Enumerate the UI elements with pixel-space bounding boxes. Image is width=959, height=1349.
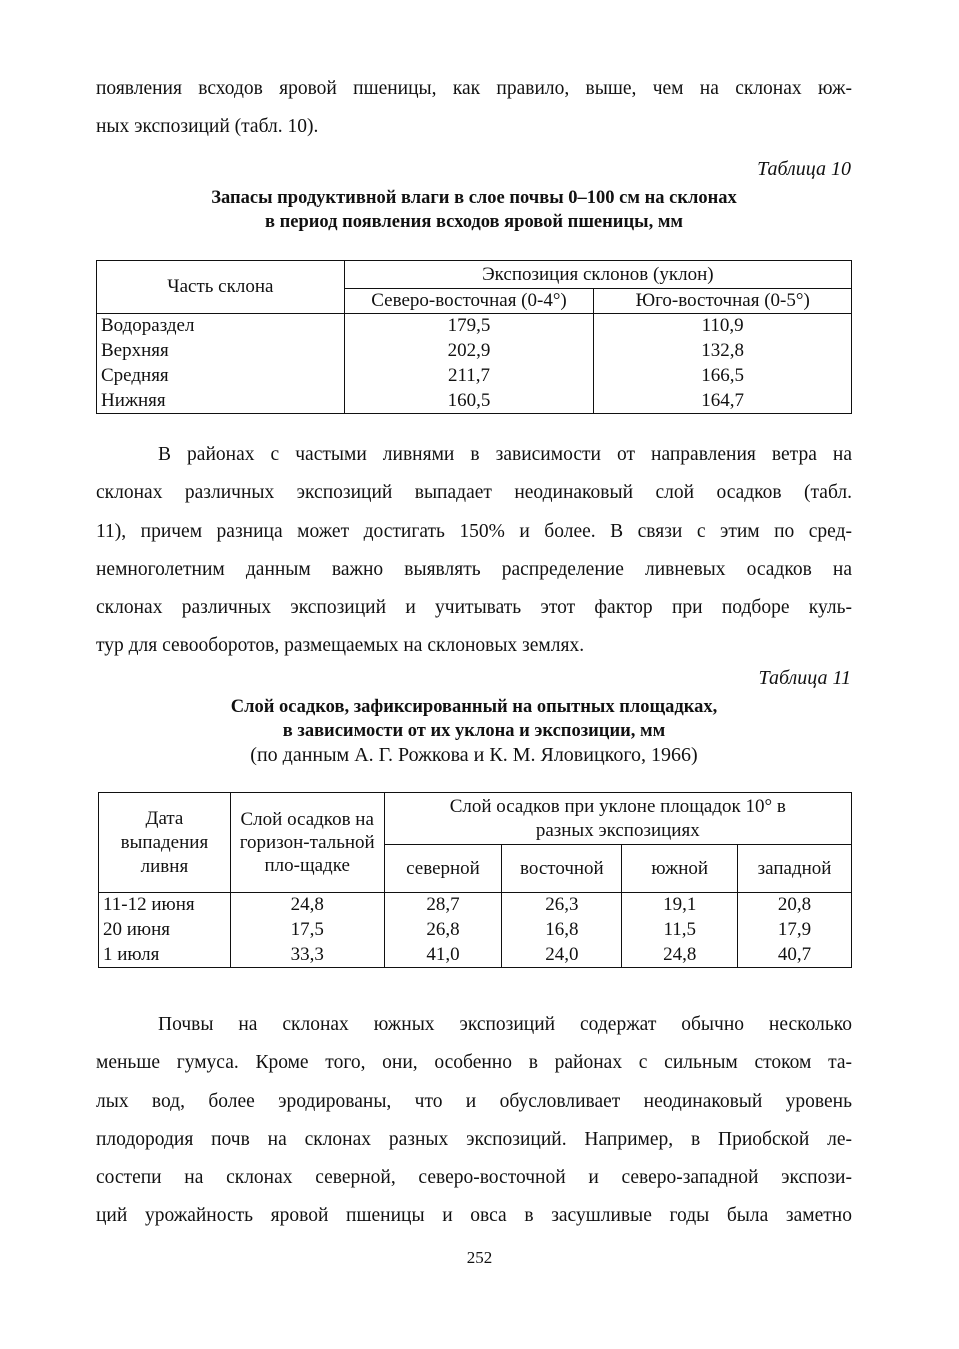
cell-date: 1 июля [99,943,231,968]
text-line: Почвы на склонах южных экспозиций содержат обычно несколько [158,1014,852,1035]
cell-west: 40,7 [738,943,852,968]
table-row [97,389,852,414]
cell-date: 11-12 июня [99,893,231,918]
table11 [98,792,852,968]
text-line: плодородия почв на склонах разных экспозиций. Например, в Приобской ле- [96,1128,852,1150]
text-line: меньше гумуса. Кроме того, они, особенно в районах с сильным стоком та- [96,1052,852,1074]
table11-header-north: северной [384,845,502,893]
table11-header-slope: Слой осадков при уклоне площадок 10° в разных экспозициях [384,793,851,845]
table10-header-part: Часть склона [97,261,345,314]
cell-date: 20 июня [99,918,231,943]
cell-north: 26,8 [384,918,502,943]
cell-east: 24,0 [502,943,622,968]
cell-part: Водораздел [97,314,345,339]
table11-title-line: Слой осадков, зафиксированный на опытных площадках, [230,697,718,717]
intro-paragraph [96,70,852,147]
table11-header-date: Дата выпадения ливня [99,793,231,893]
table11-header-east: восточной [502,845,622,893]
cell-west: 17,9 [738,918,852,943]
cell-part: Нижняя [97,389,345,414]
cell-east: 26,3 [502,893,622,918]
table-row [99,893,852,918]
table10-header-exposure: Экспозиция склонов (уклон) [344,261,851,289]
cell-part: Средняя [97,364,345,389]
final-paragraph [96,1006,852,1236]
cell-ne: 179,5 [344,314,594,339]
table10 [96,260,852,414]
cell-ne: 160,5 [344,389,594,414]
text-line: ных экспозиций (табл. 10). [96,116,319,138]
table10-header-ne: Северо-восточная (0-4°) [344,289,594,314]
text-line: немноголетним данным важно выявлять распределение ливневых осадков на [96,558,852,580]
cell-south: 19,1 [622,893,738,918]
table-row [97,314,852,339]
cell-part: Верхняя [97,339,345,364]
table11-header-south: южной [622,845,738,893]
table11-source: (по данным А. Г. Рожкова и К. М. Яловицкого, 1966) [250,744,698,766]
text-line: тур для севооборотов, размещаемых на склоновых землях. [96,635,585,657]
cell-se: 166,5 [594,364,852,389]
table-row [99,943,852,968]
cell-ne: 202,9 [344,339,594,364]
cell-horizontal: 24,8 [230,893,384,918]
cell-horizontal: 33,3 [230,943,384,968]
text-line: склонах различных экспозиций и учитывать этот фактор при подборе куль- [96,597,852,619]
cell-se: 132,8 [594,339,852,364]
text-line: 11), причем разница может достигать 150% и более. В связи с этим по сред- [96,520,852,542]
table11-title [96,695,852,767]
table10-title-line: Запасы продуктивной влаги в слое почвы 0–100 см на склонах [211,188,737,208]
table11-header-horizontal: Слой осадков на горизон-тальной пло-щадке [230,793,384,893]
table-row [97,339,852,364]
cell-north: 28,7 [384,893,502,918]
table-row [97,364,852,389]
table-row [99,918,852,943]
table11-title-line: в зависимости от их уклона и экспозиции, мм [282,721,666,741]
cell-south: 24,8 [622,943,738,968]
cell-ne: 211,7 [344,364,594,389]
cell-south: 11,5 [622,918,738,943]
text-line: В районах с частыми ливнями в зависимости от направления ветра на [158,444,852,465]
cell-horizontal: 17,5 [230,918,384,943]
text-line: ций урожайность яровой пшеницы и овса в засушливые годы была заметно [96,1205,852,1227]
cell-se: 164,7 [594,389,852,414]
text-line: склонах различных экспозиций выпадает неодинаковый слой осадков (табл. [96,482,852,504]
text-line: состепи на склонах северной, северо-восточной и северо-западной экспози- [96,1167,852,1189]
middle-paragraph [96,436,852,666]
page-number: 252 [466,1248,493,1267]
text-line: появления всходов яровой пшеницы, как правило, выше, чем на склонах юж- [96,78,852,99]
table11-label: Таблица 11 [758,667,851,689]
cell-se: 110,9 [594,314,852,339]
text-line: лых вод, более эродированы, что и обусловливает неодинаковый уровень [96,1090,852,1112]
table10-title [96,186,852,234]
cell-east: 16,8 [502,918,622,943]
cell-west: 20,8 [738,893,852,918]
table11-header-west: западной [738,845,852,893]
cell-north: 41,0 [384,943,502,968]
table10-title-line: в период появления всходов яровой пшеницы, мм [264,212,684,232]
table10-header-se: Юго-восточная (0-5°) [594,289,852,314]
table10-label: Таблица 10 [757,158,851,180]
